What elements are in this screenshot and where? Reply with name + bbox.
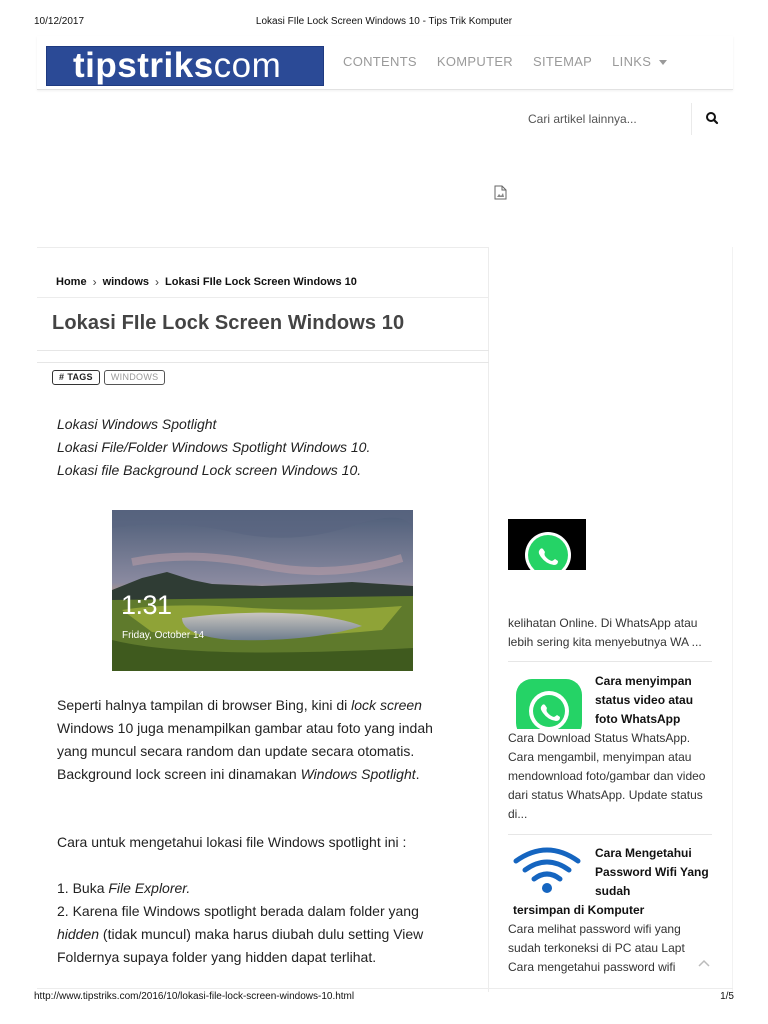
title-divider bbox=[37, 350, 489, 351]
whatsapp-icon bbox=[512, 673, 586, 729]
chevron-up-icon bbox=[697, 957, 711, 969]
nav-komputer[interactable]: KOMPUTER bbox=[436, 54, 513, 69]
tag-list bbox=[52, 370, 169, 385]
page-bottom-divider bbox=[37, 988, 733, 989]
post-thumbnail[interactable] bbox=[512, 673, 586, 729]
lockscreen-clock: 1:31 bbox=[121, 590, 172, 620]
breadcrumb bbox=[37, 247, 489, 298]
post-title-link[interactable]: Cara Mengetahui Password Wifi Yang sudah bbox=[595, 846, 709, 898]
article-paragraph: Cara untuk mengetahui lokasi file Windows spotlight ini : bbox=[57, 834, 407, 850]
search-button[interactable] bbox=[692, 103, 732, 135]
tags-label: # TAGS bbox=[52, 370, 100, 385]
post-thumbnail[interactable] bbox=[508, 845, 586, 896]
intro-line: Lokasi file Background Lock screen Windows 10. bbox=[57, 462, 362, 478]
breadcrumb-current: Lokasi FIle Lock Screen Windows 10 bbox=[165, 275, 357, 288]
lockscreen-image bbox=[112, 510, 413, 671]
search-icon bbox=[692, 103, 732, 135]
page-title: Lokasi FIle Lock Screen Windows 10 bbox=[52, 312, 405, 334]
lockscreen-date: Friday, October 14 bbox=[122, 630, 205, 641]
intro-line: Lokasi Windows Spotlight bbox=[57, 416, 217, 432]
main-nav bbox=[343, 54, 687, 69]
whatsapp-icon bbox=[508, 519, 586, 570]
article-steps bbox=[57, 877, 457, 969]
scroll-to-top-button[interactable] bbox=[697, 956, 711, 968]
step-item: 1. Buka File Explorer. bbox=[57, 880, 191, 896]
chevron-right-icon: › bbox=[155, 274, 160, 289]
post-title-link[interactable]: Cara menyimpan status video atau foto WhatsApp bbox=[595, 674, 694, 726]
breadcrumb-category[interactable]: windows bbox=[102, 275, 150, 288]
caret-down-icon bbox=[659, 60, 667, 65]
post-excerpt: Cara melihat password wifi yang sudah terkoneksi di PC atau Lapt Cara mengetahui password wifi bbox=[508, 922, 685, 974]
sidebar-edge bbox=[732, 247, 733, 992]
article-paragraph: Seperti halnya tampilan di browser Bing, kini di lock screen Windows 10 juga menampilkan gambar atau foto yang indah yang muncul secara random dan update secara otomatis. Background lock screen ini dinamakan Windows Spotlight. bbox=[57, 697, 433, 782]
sidebar-divider bbox=[488, 247, 489, 992]
article-intro bbox=[57, 413, 457, 482]
post-thumbnail[interactable] bbox=[508, 519, 586, 570]
nav-links[interactable]: LINKS bbox=[612, 54, 667, 69]
sidebar-divider bbox=[508, 661, 712, 662]
wifi-icon bbox=[508, 845, 586, 896]
sidebar-divider bbox=[508, 834, 712, 835]
print-page-number: 1/5 bbox=[720, 991, 734, 1002]
broken-image-icon bbox=[494, 185, 507, 200]
search-bar bbox=[516, 103, 732, 135]
title-divider bbox=[37, 362, 489, 363]
post-excerpt: kelihatan Online. Di WhatsApp atau lebih sering kita menyebutnya WA ... bbox=[508, 616, 702, 649]
print-page-title: Lokasi FIle Lock Screen Windows 10 - Tips Trik Komputer bbox=[255, 16, 513, 27]
intro-line: Lokasi File/Folder Windows Spotlight Windows 10. bbox=[57, 439, 371, 455]
breadcrumb-home[interactable]: Home bbox=[56, 275, 87, 288]
post-title-link[interactable]: tersimpan di Komputer bbox=[513, 903, 645, 917]
tag-windows[interactable]: WINDOWS bbox=[104, 370, 166, 385]
step-item: 2. Karena file Windows spotlight berada dalam folder yang hidden (tidak muncul) maka harus diubah dulu setting View Foldernya supaya folder yang hidden dapat terlihat. bbox=[57, 903, 424, 965]
print-header bbox=[34, 16, 734, 30]
print-footer bbox=[34, 991, 734, 1005]
chevron-right-icon: › bbox=[92, 274, 97, 289]
hash-icon: # bbox=[59, 372, 65, 382]
top-navbar bbox=[37, 36, 733, 90]
search-input[interactable] bbox=[516, 103, 692, 135]
nav-contents[interactable]: CONTENTS bbox=[343, 54, 417, 69]
nav-sitemap[interactable]: SITEMAP bbox=[532, 54, 593, 69]
print-date: 10/12/2017 bbox=[34, 16, 85, 27]
post-excerpt: Cara Download Status WhatsApp. Cara mengambil, menyimpan atau mendownload foto/gambar dan video dari status WhatsApp. Update status di... bbox=[508, 731, 706, 821]
site-logo[interactable]: tipstrikscom bbox=[46, 46, 324, 86]
print-url: http://www.tipstriks.com/2016/10/lokasi-file-lock-screen-windows-10.html bbox=[34, 991, 355, 1002]
